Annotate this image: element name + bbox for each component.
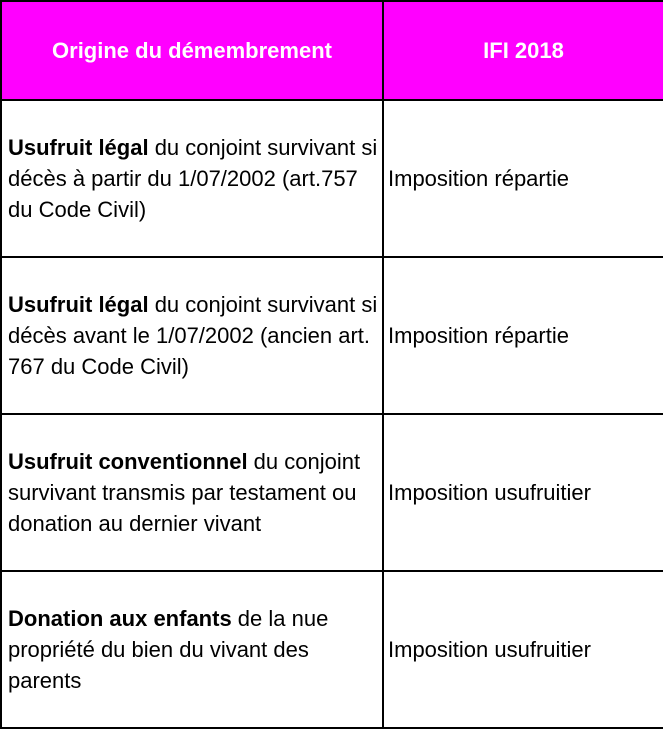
header-ifi-2018: IFI 2018 xyxy=(383,1,663,100)
origin-cell xyxy=(1,257,383,414)
header-row xyxy=(1,1,663,100)
header-origin: Origine du démembrement xyxy=(1,1,383,100)
origin-text: du conjoint survivant si décès à partir du 1/07/2002 (art.757 du Code Civil) xyxy=(8,135,378,222)
origin-text: du conjoint survivant transmis par testament ou donation au dernier vivant xyxy=(8,449,361,536)
origin-bold-text: Usufruit légal xyxy=(8,135,149,160)
origin-cell xyxy=(1,414,383,571)
ifi-cell: Imposition usufruitier xyxy=(383,571,663,728)
ifi-cell: Imposition usufruitier xyxy=(383,414,663,571)
origin-text: du conjoint survivant si décès avant le 1/07/2002 (ancien art. 767 du Code Civil) xyxy=(8,292,378,379)
ifi-cell: Imposition répartie xyxy=(383,100,663,257)
table-row xyxy=(1,414,663,571)
origin-bold-text: Donation aux enfants xyxy=(8,606,232,631)
table-row xyxy=(1,571,663,728)
origin-text: de la nue propriété du bien du vivant des parents xyxy=(8,606,329,693)
origin-bold-text: Usufruit légal xyxy=(8,292,149,317)
origin-cell xyxy=(1,571,383,728)
table-row xyxy=(1,257,663,414)
origin-bold-text: Usufruit conventionnel xyxy=(8,449,248,474)
table-row xyxy=(1,100,663,257)
origin-cell xyxy=(1,100,383,257)
ifi-cell: Imposition répartie xyxy=(383,257,663,414)
